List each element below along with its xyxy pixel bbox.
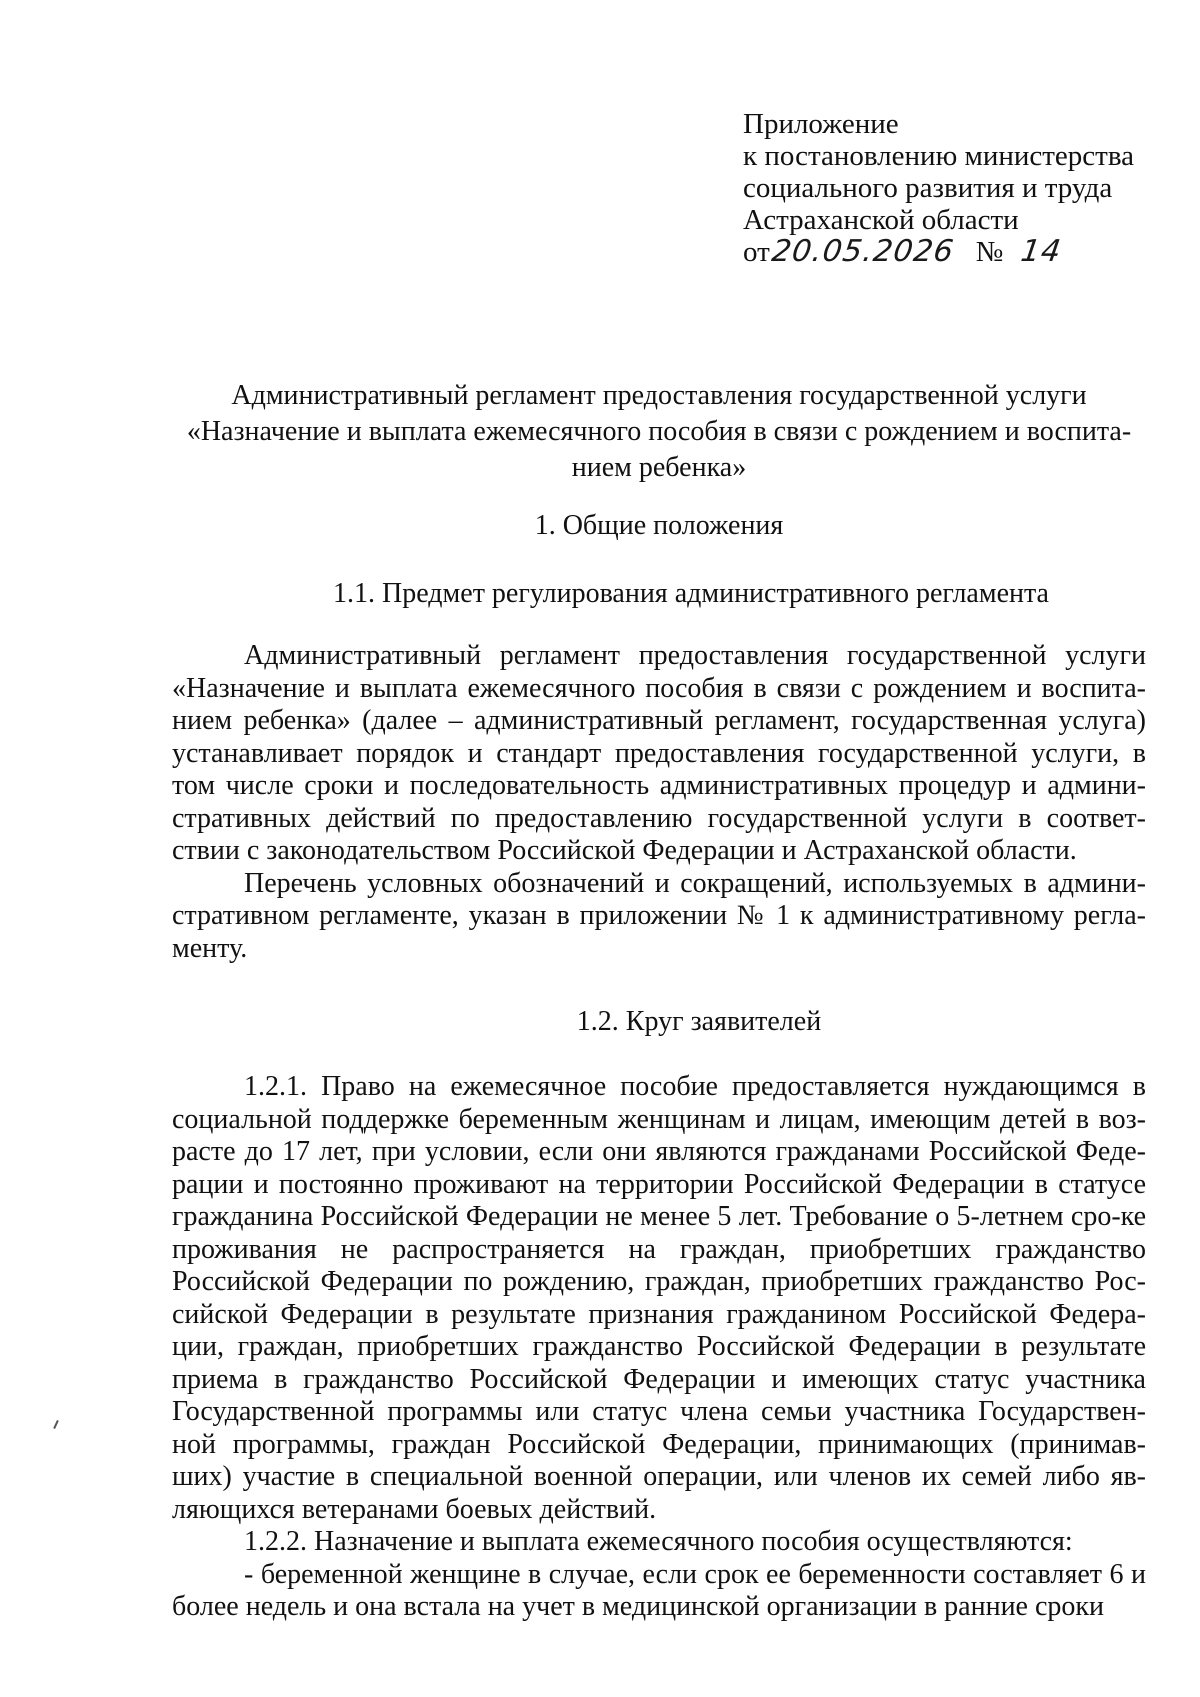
scan-speck [53,1420,59,1429]
title-line-1: Административный регламент предоставления государственной услуги [231,380,1087,411]
appendix-line-1: Приложение [743,108,899,140]
appendix-date-line [743,236,1163,268]
date-prefix: от [743,236,770,268]
subsection-1-2-body [172,1071,1146,1624]
appendix-line-4: Астраханской области [743,204,1019,236]
paragraph-1: Административный регламент предоставления государственной услуги «Назначение и выплата ежемесячного пособия в связи с рождением и воспита-нием ребенка» (далее – административный регламент, государственная услуга) устанавливает порядок и стандарт предоставления государственной услуги, в том числе сроки и последовательность административных процедур и админи-стративных действий по предоставлению государственной услуги в соответ-ствии с законодательством Российской Федерации и Астраханской области. [172,640,1146,866]
number-label: № [975,236,1004,268]
handwritten-date: 20.05.2026 [769,234,957,269]
appendix-block [743,108,1163,268]
document-title [172,378,1146,486]
appendix-line-3: социального развития и труда [743,172,1113,204]
handwritten-number: 14 [1018,234,1064,269]
subsection-1-2-heading: 1.2. Круг заявителей [576,1006,822,1037]
subsection-1-1-body [172,640,1146,965]
title-line-3: нием ребенка» [571,452,747,483]
paragraph-4: 1.2.2. Назначение и выплата ежемесячного пособия осуществляются: [244,1526,1073,1557]
paragraph-3: 1.2.1. Право на ежемесячное пособие предоставляется нуждающимся в социальной поддержке беременным женщинам и лицам, имеющим детей в воз-расте до 17 лет, при условии, если они являются гражданами Российской Феде-рации и постоянно проживают на территории Российской Федерации в статусе гражданина Российской Федерации не менее 5 лет. Требование о 5-летнем сро-ке проживания не распространяется на граждан, приобретших гражданство Российской Федерации по рождению, граждан, приобретших гражданство Рос-сийской Федерации в результате признания гражданином Российской Федера-ции, граждан, приобретших гражданство Российской Федерации в результате приема в гражданство Российской Федерации и имеющих статус участника Государственной программы или статус члена семьи участника Государствен-ной программы, граждан Российской Федерации, принимающих (принимав-ших) участие в специальной военной операции, или членов их семей либо яв-ляющихся ветеранами боевых действий. [172,1071,1146,1525]
paragraph-5: - беременной женщине в случае, если срок ее беременности составляет 6 и более недель и она встала на учет в медицинской организации в ранние сроки [172,1558,1146,1622]
paragraph-2: Перечень условных обозначений и сокращений, используемых в админи-стративном регламенте, указан в приложении № 1 к административному регла-менту. [172,867,1146,964]
section-1-heading: 1. Общие положения [534,510,784,541]
appendix-line-2: к постановлению министерства [743,140,1135,172]
subsection-1-1-heading: 1.1. Предмет регулирования административного регламента [333,578,1049,609]
title-line-2: «Назначение и выплата ежемесячного пособия в связи с рождением и воспита- [186,416,1132,447]
